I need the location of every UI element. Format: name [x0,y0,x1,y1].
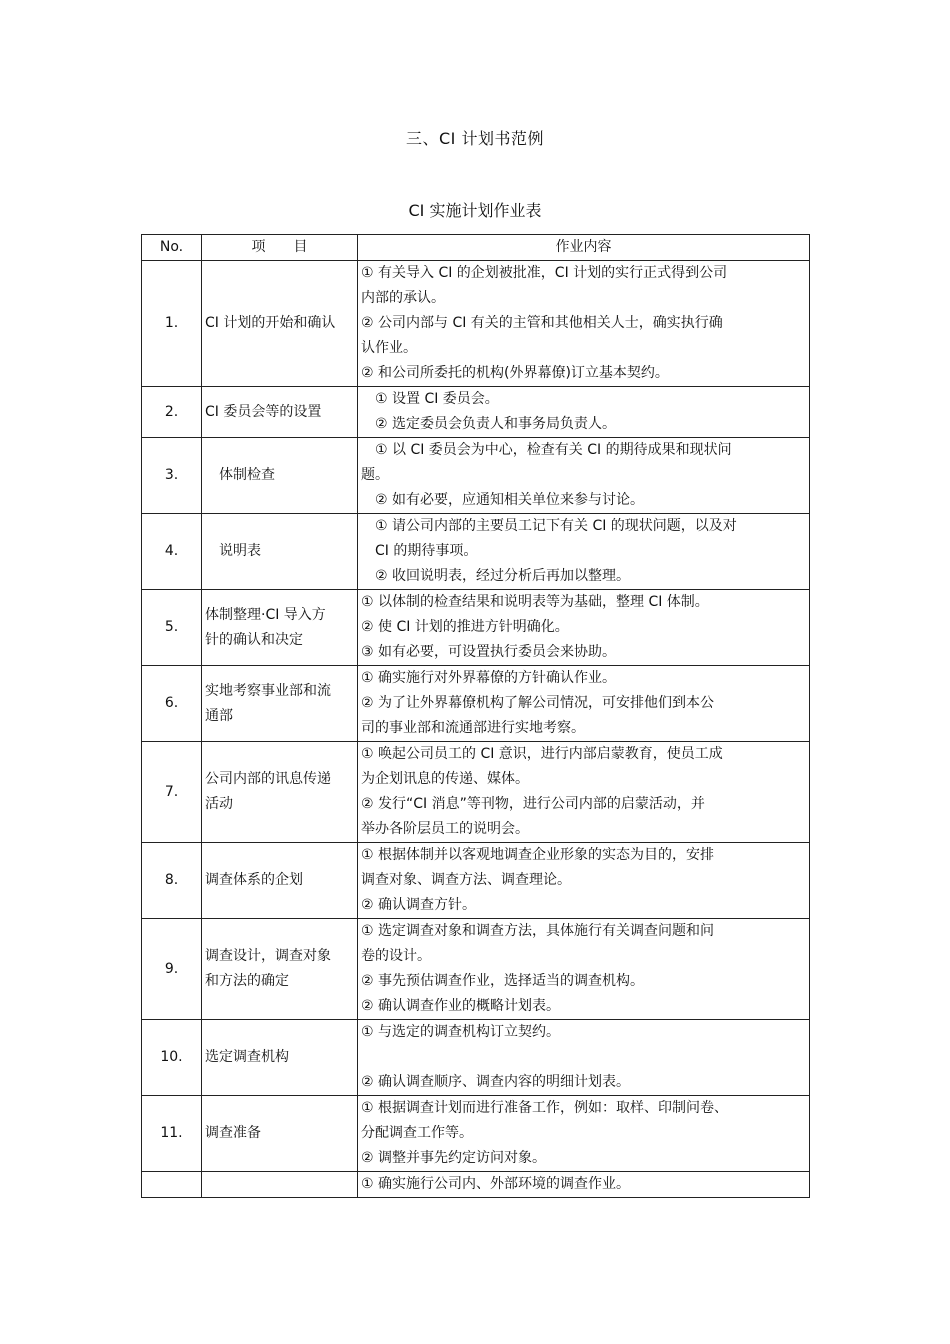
content-line: ① 唤起公司员工的 CI 意识，进行内部启蒙教育，使员工成 [361,746,723,762]
content-line: ① 以 CI 委员会为中心，检查有关 CI 的期待成果和现状问 [361,442,732,458]
content-line: ② 确认调查作业的概略计划表。 [361,998,561,1014]
content-line: ① 以体制的检查结果和说明表等为基础，整理 CI 体制。 [361,594,709,610]
item-line: 针的确认和决定 [205,631,303,648]
row-item: 调查体系的企划 [202,843,358,919]
row-content [358,261,810,387]
row-item [202,590,358,666]
table-row [142,666,810,742]
row-number: 7. [142,742,202,843]
content-line: ① 请公司内部的主要员工记下有关 CI 的现状问题，以及对 [361,518,737,534]
content-line [361,1045,806,1070]
table-row [142,438,810,514]
content-line: ① 确实施行公司内、外部环境的调查作业。 [361,1176,630,1192]
row-number [142,1172,202,1198]
row-item: 体制检查 [202,438,358,514]
content-line: ② 确认调查方针。 [361,897,477,913]
content-line: ② 收回说明表，经过分析后再加以整理。 [361,568,630,584]
content-line: ② 选定委员会负责人和事务局负责人。 [361,416,616,432]
header-item: 项 目 [202,235,358,261]
row-number: 5. [142,590,202,666]
row-number: 2. [142,387,202,438]
table-header-row [142,235,810,261]
row-item: 说明表 [202,514,358,590]
content-line: 调查对象、调查方法、调查理论。 [361,872,571,888]
row-item: CI 委员会等的设置 [202,387,358,438]
table-row [142,1172,810,1198]
row-content [358,590,810,666]
row-number: 8. [142,843,202,919]
table-row [142,261,810,387]
item-line: 活动 [205,796,233,812]
table-title: CI 实施计划作业表 [408,201,542,220]
content-line: ① 选定调查对象和调查方法，具体施行有关调查问题和问 [361,923,714,939]
row-content [358,514,810,590]
item-line: 和方法的确定 [205,973,289,989]
row-number: 10. [142,1020,202,1096]
content-line: ① 根据体制并以客观地调查企业形象的实态为目的，安排 [361,847,714,863]
section-title: 三、CI 计划书范例 [406,129,544,148]
content-line: 题。 [361,467,389,483]
table-row [142,843,810,919]
item-line: 通部 [205,707,233,724]
row-item: 调查准备 [202,1096,358,1172]
header-no: No. [142,235,202,261]
row-number: 11. [142,1096,202,1172]
table-row [142,514,810,590]
content-line: 举办各阶层员工的说明会。 [361,821,529,837]
row-number: 1. [142,261,202,387]
table-row [142,919,810,1020]
content-line: ② 发行“CI 消息”等刊物，进行公司内部的启蒙活动，并 [361,796,705,812]
ci-plan-table [141,234,810,1198]
row-content [358,1172,810,1198]
row-content [358,666,810,742]
row-content [358,919,810,1020]
content-line: 内部的承认。 [361,290,445,306]
row-content [358,387,810,438]
content-line: ① 根据调查计划而进行准备工作，例如：取样、印制问卷、 [361,1100,728,1116]
row-item [202,1172,358,1198]
row-number: 3. [142,438,202,514]
item-line: 调查设计，调查对象 [205,948,331,964]
content-line: ② 调整并事先约定访问对象。 [361,1150,547,1166]
content-line: ② 确认调查顺序、调查内容的明细计划表。 [361,1074,630,1090]
row-item [202,919,358,1020]
row-number: 6. [142,666,202,742]
table-body [142,261,810,1198]
content-line: ② 和公司所委托的机构(外界幕僚)订立基本契约。 [361,365,669,381]
row-content [358,1020,810,1096]
content-line: 司的事业部和流通部进行实地考察。 [361,720,585,736]
content-line: ② 如有必要，应通知相关单位来参与讨论。 [361,492,644,508]
table-row [142,387,810,438]
content-line: ① 确实施行对外界幕僚的方针确认作业。 [361,670,616,686]
row-number: 4. [142,514,202,590]
table-row [142,742,810,843]
row-item [202,742,358,843]
content-line: ① 设置 CI 委员会。 [361,391,499,407]
row-number: 9. [142,919,202,1020]
row-item: CI 计划的开始和确认 [202,261,358,387]
content-line: 分配调查工作等。 [361,1125,473,1141]
content-line: 认作业。 [361,340,417,356]
content-line: ② 使 CI 计划的推进方针明确化。 [361,619,569,635]
content-line: ② 公司内部与 CI 有关的主管和其他相关人士，确实执行确 [361,315,723,331]
table-row [142,1020,810,1096]
row-content [358,742,810,843]
row-item: 选定调查机构 [202,1020,358,1096]
content-line: ② 事先预估调查作业，选择适当的调查机构。 [361,973,644,989]
content-line: 卷的设计。 [361,948,431,964]
content-line: CI 的期待事项。 [361,543,478,559]
header-content: 作业内容 [358,235,810,261]
content-line: ① 有关导入 CI 的企划被批准，CI 计划的实行正式得到公司 [361,265,728,281]
table-row [142,1096,810,1172]
row-item [202,666,358,742]
row-content [358,843,810,919]
row-content [358,1096,810,1172]
item-line: 体制整理·CI 导入方 [205,606,326,623]
content-line: ② 为了让外界幕僚机构了解公司情况，可安排他们到本公 [361,695,714,711]
item-line: 实地考察事业部和流 [205,682,331,699]
content-line: ③ 如有必要，可设置执行委员会来协助。 [361,644,616,660]
table-row [142,590,810,666]
row-content [358,438,810,514]
content-line: ① 与选定的调查机构订立契约。 [361,1024,561,1040]
item-line: 公司内部的讯息传递 [205,771,331,787]
content-line: 为企划讯息的传递、媒体。 [361,771,529,787]
